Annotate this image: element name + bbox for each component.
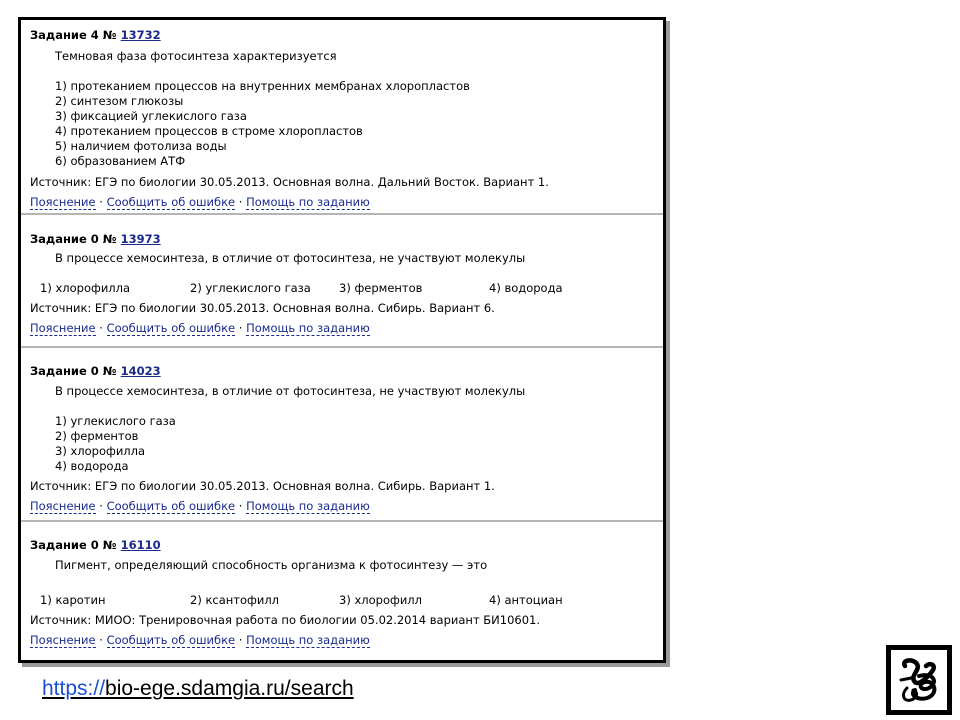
explanation-link[interactable]: Пояснение	[30, 499, 96, 513]
task-header	[30, 364, 161, 378]
help-link[interactable]: Помощь по заданию	[246, 321, 370, 335]
task-number-link[interactable]: 14023	[120, 364, 161, 378]
task-header	[30, 538, 161, 552]
report-error-link[interactable]: Сообщить об ошибке	[106, 321, 236, 335]
link-separator: ·	[99, 633, 103, 647]
answer-option: 3) хлорофилл	[339, 593, 422, 607]
answer-option: 1) хлорофилла	[40, 281, 131, 295]
answer-option: 2) синтезом глюкозы	[55, 94, 184, 108]
link-separator: ·	[99, 195, 103, 209]
report-error-link[interactable]: Сообщить об ошибке	[106, 195, 236, 209]
task-card	[21, 348, 663, 522]
answer-option: 4) водорода	[55, 459, 129, 473]
answer-option: 4) водорода	[489, 281, 563, 295]
explanation-link[interactable]: Пояснение	[30, 321, 96, 335]
task-question: Пигмент, определяющий способность организма к фотосинтезу — это	[55, 558, 488, 572]
task-question: Темновая фаза фотосинтеза характеризуется	[55, 49, 337, 63]
answer-option: 3) фиксацией углекислого газа	[55, 109, 247, 123]
help-link[interactable]: Помощь по заданию	[246, 195, 370, 209]
task-source: Источник: ЕГЭ по биологии 30.05.2013. Основная волна. Сибирь. Вариант 6.	[30, 301, 495, 315]
answer-option: 4) протеканием процессов в строме хлоропластов	[55, 124, 363, 138]
answer-option: 2) ксантофилл	[190, 593, 280, 607]
url-path: bio-ege.sdamgia.ru/search	[105, 677, 354, 700]
task-header	[30, 232, 161, 246]
task-card	[21, 215, 663, 348]
task-question: В процессе хемосинтеза, в отличие от фотосинтеза, не участвуют молекулы	[55, 251, 526, 265]
answer-option: 1) углекислого газа	[55, 414, 176, 428]
link-separator: ·	[238, 633, 243, 647]
url-protocol: https://	[42, 677, 106, 700]
answer-option: 5) наличием фотолиза воды	[55, 139, 227, 153]
task-card	[21, 20, 663, 215]
link-separator: ·	[238, 195, 243, 209]
answer-option: 3) хлорофилла	[55, 444, 146, 458]
task-links	[30, 633, 370, 647]
task-links	[30, 499, 370, 513]
link-separator: ·	[99, 321, 103, 335]
report-error-link[interactable]: Сообщить об ошибке	[106, 633, 236, 647]
help-link[interactable]: Помощь по заданию	[246, 499, 370, 513]
explanation-link[interactable]: Пояснение	[30, 195, 96, 209]
link-separator: ·	[99, 499, 103, 513]
report-error-link[interactable]: Сообщить об ошибке	[106, 499, 236, 513]
answer-option: 1) каротин	[40, 593, 106, 607]
link-separator: ·	[238, 321, 243, 335]
task-links	[30, 321, 370, 335]
answer-option: 1) протеканием процессов на внутренних мембранах хлоропластов	[55, 79, 470, 93]
explanation-link[interactable]: Пояснение	[30, 633, 96, 647]
task-source: Источник: МИОО: Тренировочная работа по биологии 05.02.2014 вариант БИ10601.	[30, 613, 541, 627]
task-number-link[interactable]: 13973	[120, 232, 161, 246]
task-links	[30, 195, 370, 209]
task-source: Источник: ЕГЭ по биологии 30.05.2013. Основная волна. Дальний Восток. Вариант 1.	[30, 175, 549, 189]
task-source: Источник: ЕГЭ по биологии 30.05.2013. Основная волна. Сибирь. Вариант 1.	[30, 479, 495, 493]
answer-option: 2) углекислого газа	[190, 281, 311, 295]
help-link[interactable]: Помощь по заданию	[246, 633, 370, 647]
task-question: В процессе хемосинтеза, в отличие от фотосинтеза, не участвуют молекулы	[55, 384, 526, 398]
task-header	[30, 28, 161, 42]
calligraphic-monogram-icon	[895, 654, 943, 706]
task-label: Задание 0 №	[30, 364, 117, 378]
answer-option: 2) ферментов	[55, 429, 139, 443]
task-label: Задание 0 №	[30, 232, 117, 246]
screenshot-frame	[18, 17, 666, 663]
link-separator: ·	[238, 499, 243, 513]
task-label: Задание 4 №	[30, 28, 117, 42]
task-number-link[interactable]: 16110	[120, 538, 161, 552]
answer-option: 4) антоциан	[489, 593, 563, 607]
answer-option: 6) образованием АТФ	[55, 154, 186, 168]
task-label: Задание 0 №	[30, 538, 117, 552]
answer-option: 3) ферментов	[339, 281, 423, 295]
logo	[886, 645, 952, 715]
task-number-link[interactable]: 13732	[120, 28, 161, 42]
task-card	[21, 522, 663, 660]
source-url-link[interactable]	[42, 676, 354, 702]
